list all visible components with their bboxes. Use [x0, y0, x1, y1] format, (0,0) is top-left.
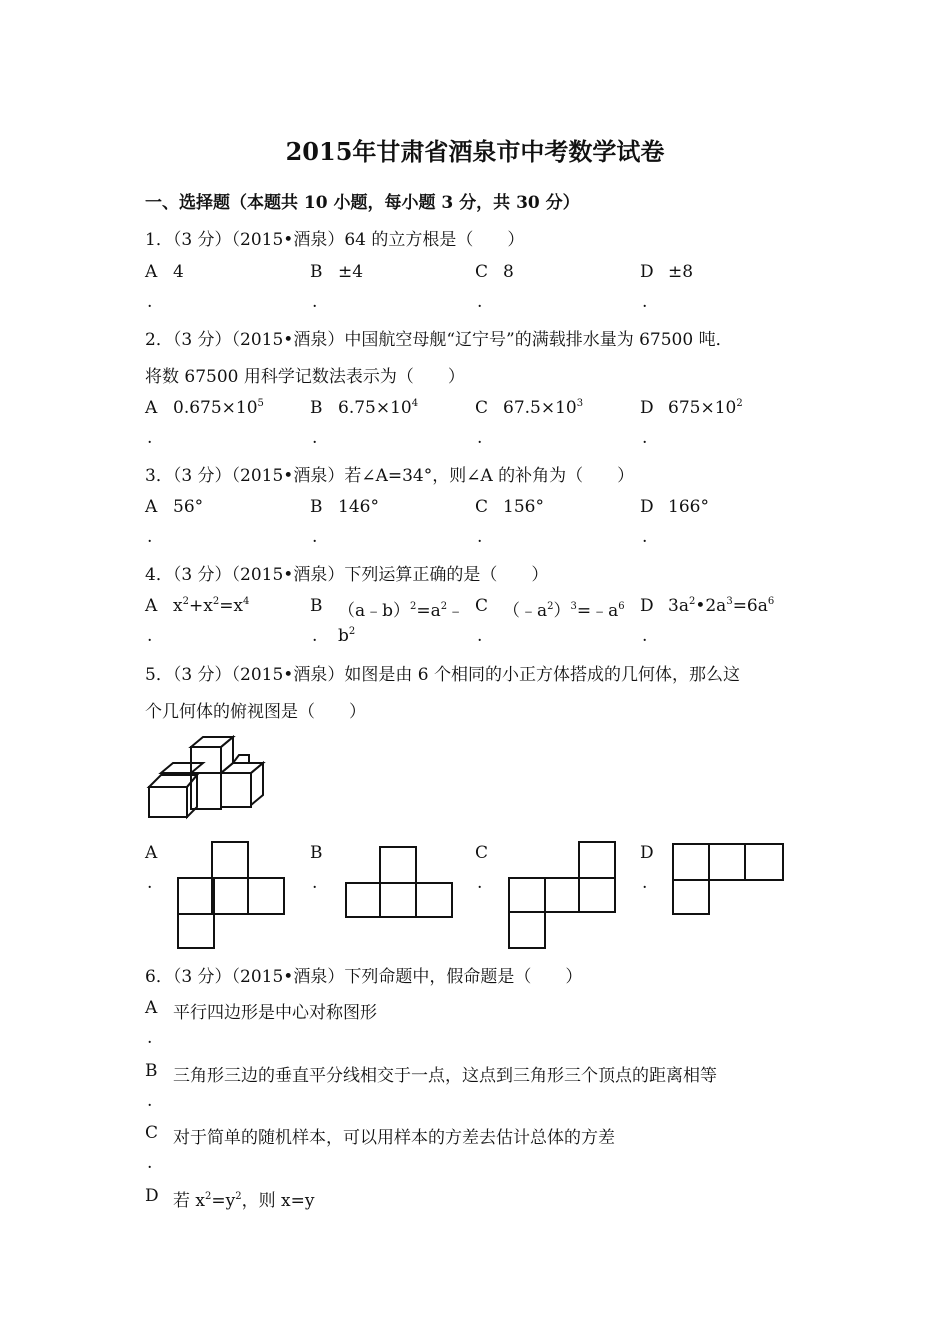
option-letter[interactable]: A [145, 398, 158, 418]
option-text[interactable]: 若 $x^2=y^2$，则 x=y [173, 1191, 315, 1211]
cube-solid-figure [145, 735, 267, 821]
option-dot: . [147, 1028, 153, 1048]
option-letter[interactable]: A [145, 998, 158, 1018]
option-text[interactable]: $67.5\times 10^3$ [503, 398, 584, 418]
option-letter[interactable]: B [310, 843, 323, 863]
option-text[interactable]: 8 [503, 262, 514, 282]
option-letter[interactable]: C [475, 596, 489, 616]
option-text[interactable]: 对于简单的随机样本，可以用样本的方差去估计总体的方差 [173, 1128, 615, 1148]
question-5-stem: 5．（3 分）（2015•酒泉）如图是由 6 个相同的小正方体搭成的几何体，那么这 [145, 665, 740, 685]
option-letter[interactable]: C [475, 262, 489, 282]
option-text[interactable]: 4 [173, 262, 184, 282]
option-dot: . [642, 873, 648, 893]
option-letter[interactable]: A [145, 497, 158, 517]
question-5-stem-cont: 个几何体的俯视图是（ ） [145, 702, 366, 722]
option-letter[interactable]: B [310, 398, 323, 418]
option-dot: . [312, 527, 318, 547]
question-4-stem: 4．（3 分）（2015•酒泉）下列运算正确的是（ ） [145, 565, 549, 585]
option-letter[interactable]: A [145, 843, 158, 863]
option-letter[interactable]: B [145, 1061, 158, 1081]
option-a-expression[interactable]: $x^2+x^2=x^4$ [173, 596, 250, 616]
option-dot: . [312, 626, 318, 646]
option-dot: . [477, 873, 483, 893]
option-letter[interactable]: C [475, 398, 489, 418]
option-text[interactable]: $675\times 10^2$ [668, 398, 743, 418]
option-dot: . [147, 527, 153, 547]
option-dot: . [477, 292, 483, 312]
option-dot: . [642, 527, 648, 547]
option-letter[interactable]: D [640, 843, 654, 863]
option-letter[interactable]: B [310, 262, 323, 282]
option-text[interactable]: $0.675\times 10^5$ [173, 398, 264, 418]
option-text[interactable]: 56° [173, 497, 204, 517]
option-text[interactable]: 166° [668, 497, 709, 517]
option-dot: . [642, 428, 648, 448]
option-dot: . [312, 873, 318, 893]
option-dot: . [642, 292, 648, 312]
question-1-stem: 1．（3 分）（2015•酒泉）64 的立方根是（ ） [145, 230, 525, 250]
option-b-expression-cont[interactable]: $b^2$ [338, 626, 356, 646]
option-letter[interactable]: C [475, 843, 489, 863]
option-dot: . [147, 292, 153, 312]
top-view-option-d[interactable] [671, 842, 785, 918]
option-letter[interactable]: A [145, 596, 158, 616]
option-dot: . [312, 428, 318, 448]
option-letter[interactable]: D [640, 497, 654, 517]
option-text[interactable]: 平行四边形是中心对称图形 [173, 1003, 377, 1023]
option-c-expression[interactable]: $(﹣a^2)^3=﹣a^6$ [503, 601, 625, 621]
question-6-stem: 6．（3 分）（2015•酒泉）下列命题中，假命题是（ ） [145, 967, 583, 987]
option-letter[interactable]: A [145, 262, 158, 282]
page-title: 2015年甘肃省酒泉市中考数学试卷 [285, 137, 665, 166]
option-dot: . [477, 527, 483, 547]
option-b-expression[interactable]: $(a﹣b)^2=a^2﹣$ [338, 601, 465, 621]
option-letter[interactable]: B [310, 497, 323, 517]
top-view-option-c[interactable] [507, 840, 617, 950]
option-dot: . [312, 292, 318, 312]
option-d-expression[interactable]: $3a^2•2a^3=6a^6$ [668, 596, 775, 616]
option-letter[interactable]: D [145, 1186, 159, 1206]
option-letter[interactable]: C [145, 1123, 159, 1143]
question-2-stem: 2．（3 分）（2015•酒泉）中国航空母舰“辽宁号”的满载排水量为 67500 吨． [145, 330, 733, 350]
option-dot: . [477, 626, 483, 646]
option-letter[interactable]: D [640, 262, 654, 282]
top-view-option-a[interactable] [176, 840, 286, 950]
option-letter[interactable]: C [475, 497, 489, 517]
option-dot: . [147, 1091, 153, 1111]
section-heading: 一、选择题（本题共 10 小题，每小题 3 分，共 30 分） [145, 193, 580, 213]
option-text[interactable]: 三角形三边的垂直平分线相交于一点，这点到三角形三个顶点的距离相等 [173, 1066, 717, 1086]
option-text[interactable]: 146° [338, 497, 379, 517]
option-dot: . [147, 873, 153, 893]
option-dot: . [642, 626, 648, 646]
option-dot: . [147, 626, 153, 646]
question-2-stem-cont: 将数 67500 用科学记数法表示为（ ） [145, 367, 465, 387]
option-text[interactable]: ±4 [338, 262, 364, 282]
option-letter[interactable]: B [310, 596, 323, 616]
option-text[interactable]: 156° [503, 497, 544, 517]
question-3-stem: 3．（3 分）（2015•酒泉）若∠A=34°，则∠A 的补角为（ ） [145, 466, 635, 486]
top-view-option-b[interactable] [344, 845, 454, 921]
option-text[interactable]: ±8 [668, 262, 694, 282]
option-dot: . [147, 1153, 153, 1173]
option-letter[interactable]: D [640, 398, 654, 418]
option-dot: . [147, 428, 153, 448]
option-dot: . [477, 428, 483, 448]
option-text[interactable]: $6.75\times 10^4$ [338, 398, 419, 418]
option-letter[interactable]: D [640, 596, 654, 616]
